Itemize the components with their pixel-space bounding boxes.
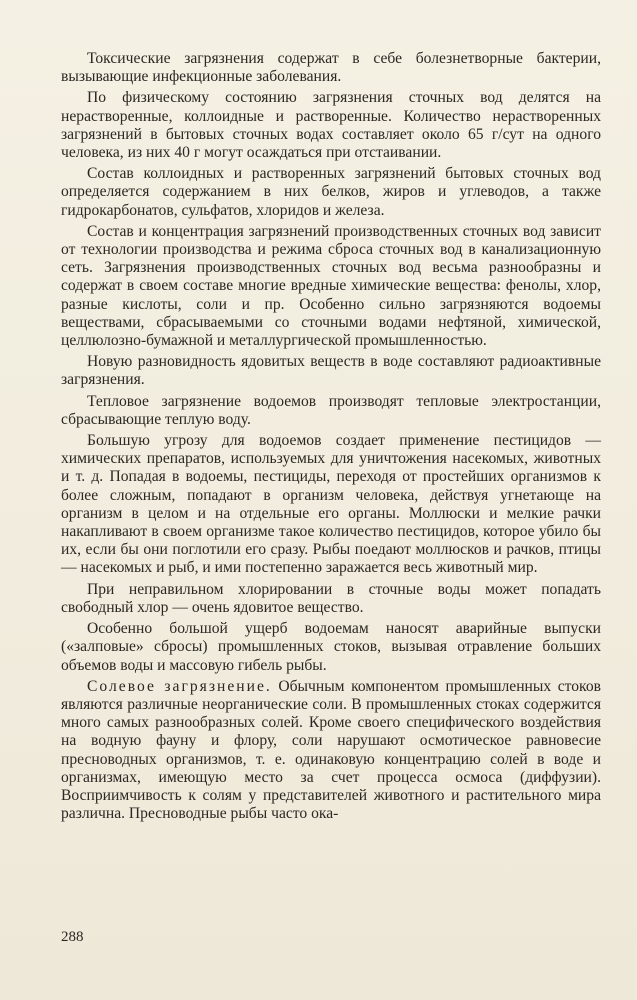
salt-pollution-text: Обычным компонентом промышленных стоков являются различные неорганические соли. В промышленных стоках содержится много самых разнообразных солей. Кроме своего специфического воздействия на водную фауну и флору, соли нарушают осмотическое равновесие пресноводных организмов, т. е. одинаковую концентрацию солей в воде и организмах, имеющую место за счет процесса осмоса (диффузии). Восприимчивость к солям у представителей животного и растительного мира различна. Пресноводные рыбы часто ока- [61, 677, 601, 823]
paragraph-physical-state: По физическому состоянию загрязнения сточных вод делятся на нерастворенные, коллоидные и растворенные. Количество нерастворенных загрязнений в бытовых сточных водах составляет около 65 г/сут на одного человека, из них 40 г могут осаждаться при отстаивании. [61, 89, 601, 162]
paragraph-pesticides: Большую угрозу для водоемов создает применение пестицидов — химических препаратов, используемых для уничтожения насекомых, животных и т. д. Попадая в водоемы, пестициды, переходя от простейших организмов к более сложным, попадают в организм человека, действуя угнетающе на организм в целом и на отдельные его органы. Моллюски и мелкие рачки накапливают в своем организме такое количество пестицидов, которое убило бы их, если бы они поглотили его сразу. Рыбы поедают моллюсков и рачков, птицы — насекомых и рыб, и ими постепенно заражается весь животный мир. [61, 432, 601, 577]
page-body [61, 50, 601, 826]
paragraph-thermal: Тепловое загрязнение водоемов производят тепловые электростанции, сбрасывающие теплую воду. [61, 392, 601, 428]
paragraph-emergency-discharge: Особенно большой ущерб водоемам наносят аварийные выпуски («залповые» сбросы) промышленных стоков, вызывая отравление больших объемов воды и массовую гибель рыбы. [61, 620, 601, 674]
paragraph-colloid-composition: Состав коллоидных и растворенных загрязнений бытовых сточных вод определяется содержанием в них белков, жиров и углеводов, а также гидрокарбонатов, сульфатов, хлоридов и железа. [61, 165, 601, 219]
paragraph-toxic: Токсические загрязнения содержат в себе болезнетворные бактерии, вызывающие инфекционные заболевания. [61, 50, 601, 86]
salt-pollution-heading: Солевое загрязнение. [87, 677, 272, 695]
page-number: 288 [61, 929, 84, 945]
paragraph-industrial-waste: Состав и концентрация загрязнений производственных сточных вод зависит от технологии производства и режима сброса сточных вод в канализационную сеть. Загрязнения производственных сточных вод весьма разнообразны и содержат в своем составе многие вредные химические вещества: фенолы, хлор, разные кислоты, соли и пр. Особенно сильно загрязняются водоемы веществами, сбрасываемыми со сточными водами нефтяной, химической, целлюлозно-бумажной и металлургической промышленностью. [61, 222, 601, 350]
paragraph-salt-pollution [61, 678, 601, 824]
paragraph-radioactive: Новую разновидность ядовитых веществ в воде составляют радиоактивные загрязнения. [61, 353, 601, 389]
paragraph-chlorination: При неправильном хлорировании в сточные воды может попадать свободный хлор — очень ядовитое вещество. [61, 580, 601, 616]
